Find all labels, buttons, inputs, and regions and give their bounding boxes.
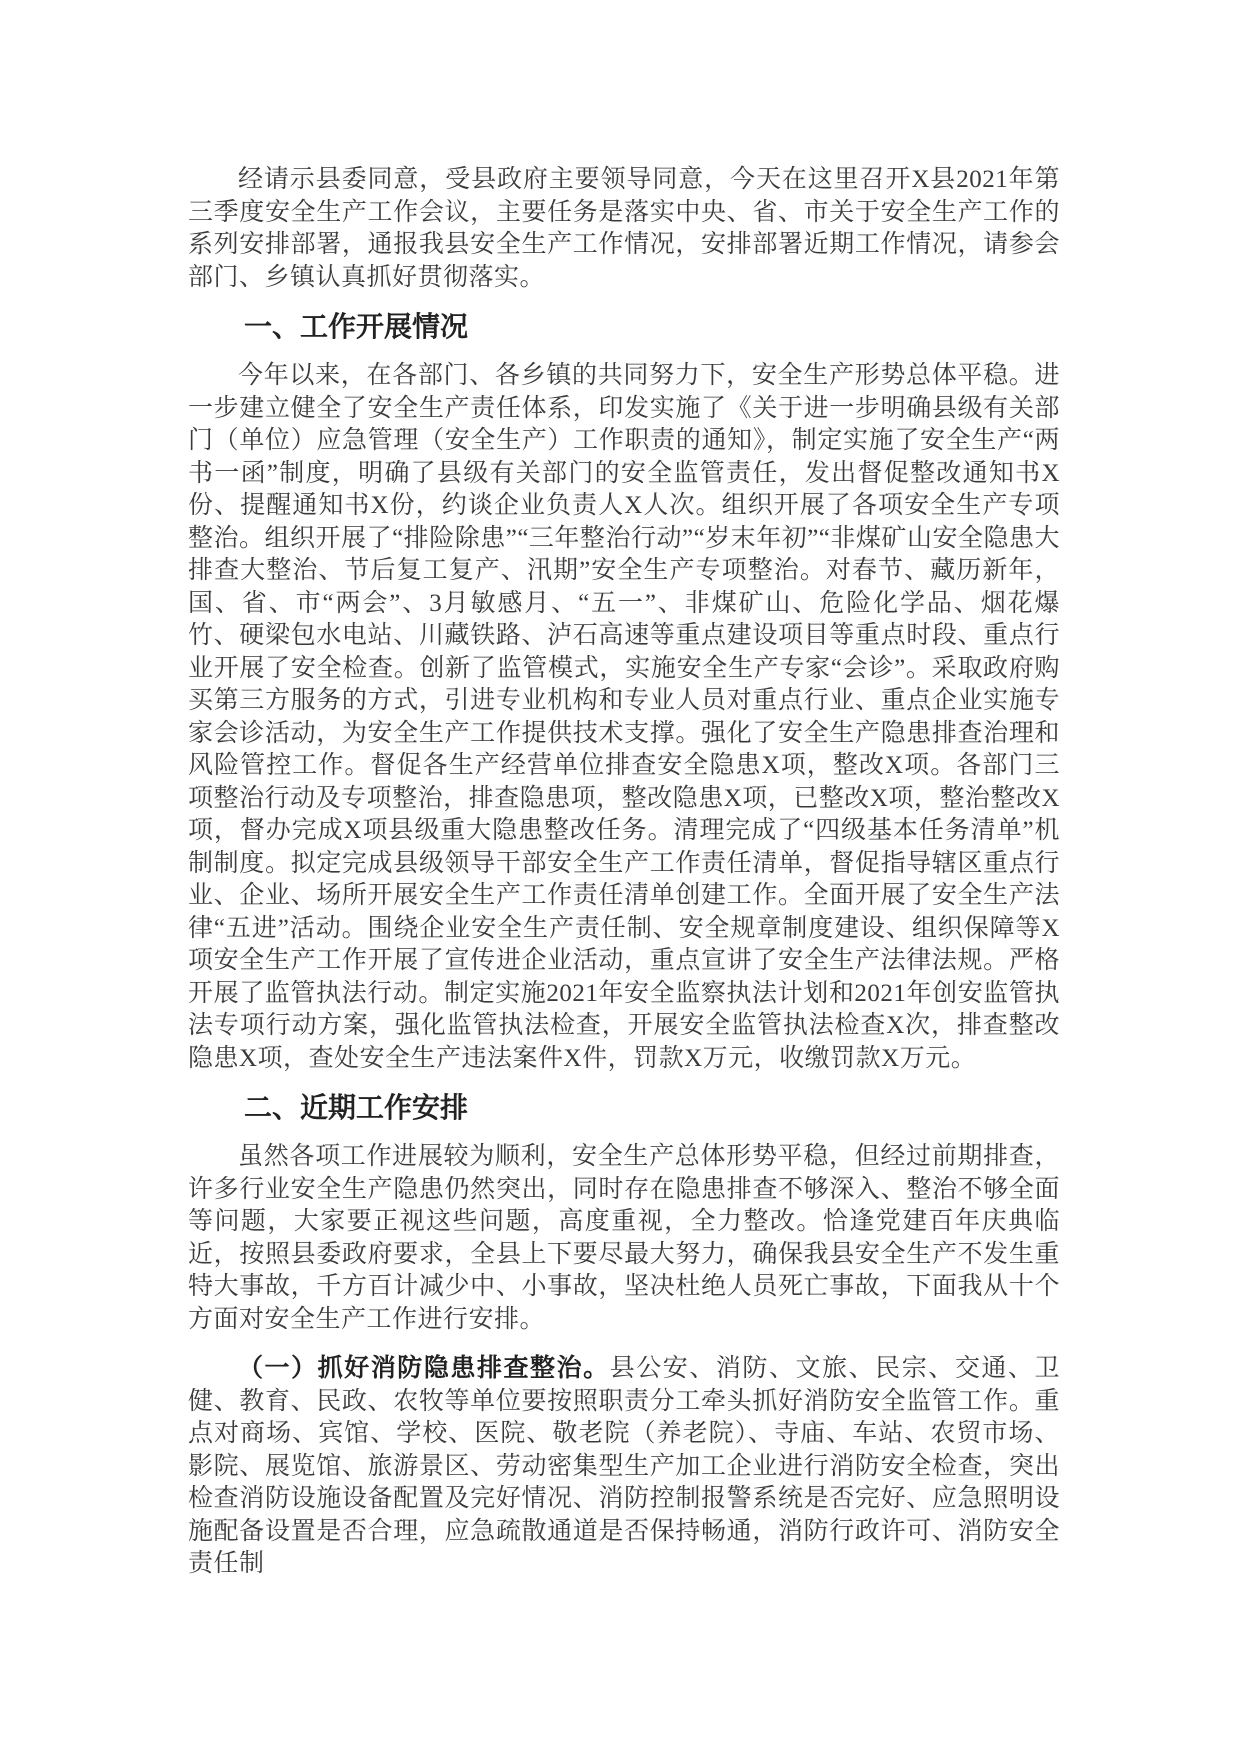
section-2-heading: 二、近期工作安排 xyxy=(244,1092,469,1123)
section-2-item-1-text: 县公安、消防、文旅、民宗、交通、卫健、教育、民政、农牧等单位要按照职责分工牵头抓好消防安全监管工作。重点对商场、宾馆、学校、医院、敬老院（养老院）、寺庙、车站、农贸市场、影院、展览馆、旅游景区、劳动密集型生产加工企业进行消防安全检查，突出检查消防设施设备配置及完好情况、消防控制报警系统是否完好、应急照明设施配备设置是否合理，应急疏散通道是否保持畅通，消防行政许可、消防安全责任制 xyxy=(188,1355,1060,1577)
section-1-body-paragraph: 今年以来，在各部门、各乡镇的共同努力下，安全生产形势总体平稳。进一步建立健全了安全生产责任体系，印发实施了《关于进一步明确县级有关部门（单位）应急管理（安全生产）工作职责的通知》，制定实施了安全生产“两书一函”制度，明确了县级有关部门的安全监管责任，发出督促整改通知书X份、提醒通知书X份，约谈企业负责人X人次。组织开展了各项安全生产专项整治。组织开展了“排险除患”“三年整治行动”“岁末年初”“非煤矿山安全隐患大排查大整治、节后复工复产、汛期”安全生产专项整治。对春节、藏历新年，国、省、市“两会”、3月敏感月、“五一”、非煤矿山、危险化学品、烟花爆竹、硬梁包水电站、川藏铁路、泸石高速等重点建设项目等重点时段、重点行业开展了安全检查。创新了监管模式，实施安全生产专家“会诊”。采取政府购买第三方服务的方式，引进专业机构和专业人员对重点行业、重点企业实施专家会诊活动，为安全生产工作提供技术支撑。强化了安全生产隐患排查治理和风险管控工作。督促各生产经营单位排查安全隐患X项，整改X项。各部门三项整治行动及专项整治，排查隐患项，整改隐患X项，已整改X项，整治整改X项，督办完成X项县级重大隐患整改任务。清理完成了“四级基本任务清单”机制制度。拟定完成县级领导干部安全生产工作责任清单，督促指导辖区重点行业、企业、场所开展安全生产工作责任清单创建工作。全面开展了安全生产法律“五进”活动。围绕企业安全生产责任制、安全规章制度建设、组织保障等X项安全生产工作开展了宣传进企业活动，重点宣讲了安全生产法律法规。严格开展了监管执法行动。制定实施2021年安全监察执法计划和2021年创安监管执法专项行动方案，强化监管执法检查，开展安全监管执法检查X次，排查整改隐患X项，查处安全生产违法案件X件，罚款X万元，收缴罚款X万元。 xyxy=(188,362,1060,1072)
section-2-body-paragraph: 虽然各项工作进展较为顺利，安全生产总体形势平稳，但经过前期排查，许多行业安全生产隐患仍然突出，同时存在隐患排查不够深入、整治不够全面等问题，大家要正视这些问题，高度重视，全力整改。恰逢党建百年庆典临近，按照县委政府要求，全县上下要尽最大努力，确保我县安全生产不发生重特大事故，千方百计减少中、小事故，坚决杜绝人员死亡事故，下面我从十个方面对安全生产工作进行安排。 xyxy=(188,1143,1060,1333)
section-1-heading: 一、工作开展情况 xyxy=(244,311,469,342)
section-2-item-1-paragraph xyxy=(188,1352,1060,1581)
section-2-item-1-lead: （一）抓好消防隐患排查整治。 xyxy=(238,1354,610,1382)
intro-paragraph: 经请示县委同意，受县政府主要领导同意，今天在这里召开X县2021年第三季度安全生产工作会议，主要任务是落实中央、省、市关于安全生产工作的系列安排部署，通报我县安全生产工作情况，安排部署近期工作情况，请参会部门、乡镇认真抓好贯彻落实。 xyxy=(188,166,1060,291)
